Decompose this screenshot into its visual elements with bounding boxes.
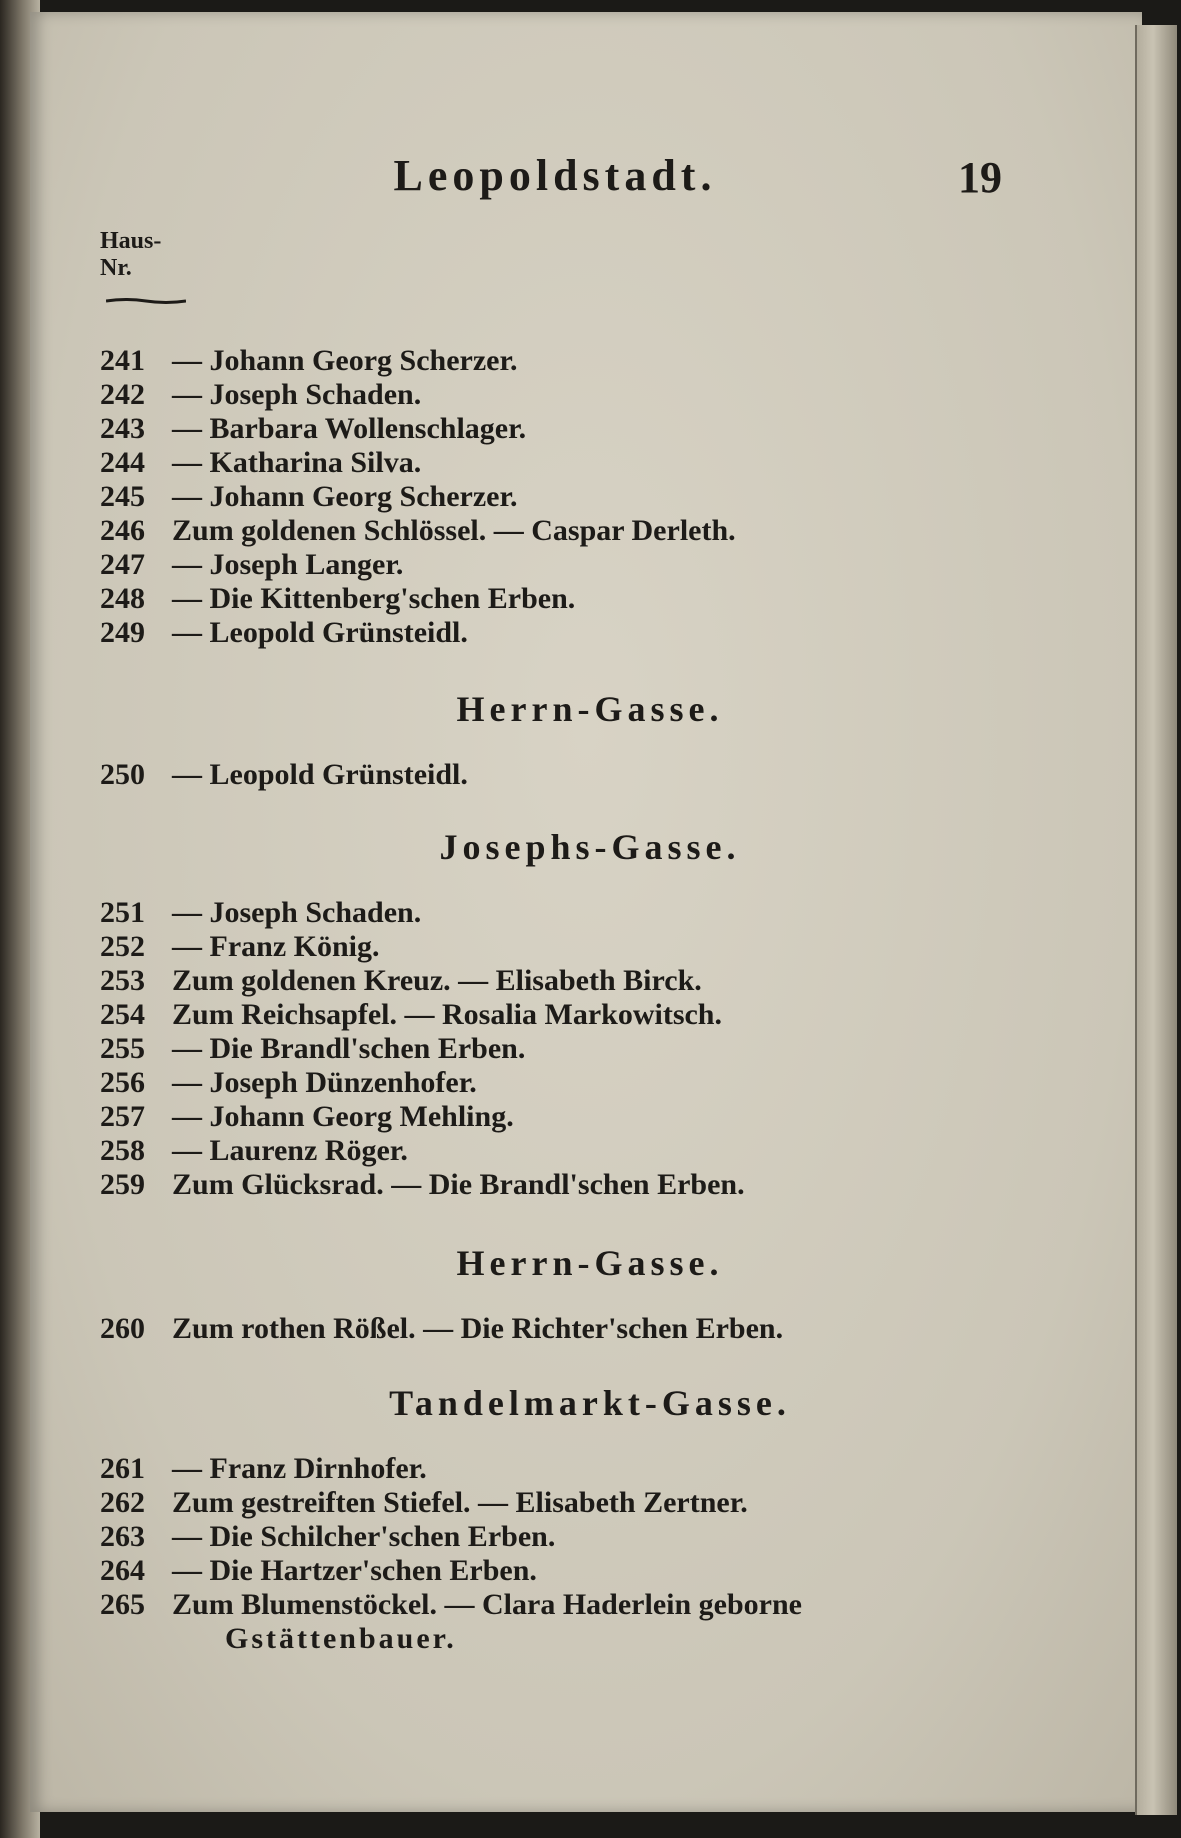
house-number-column-label [100, 228, 161, 282]
entry-262: 262 Zum gestreiften Stiefel. — Elisabeth Zertner. [100, 1486, 748, 1519]
entry-257: 257 — Johann Georg Mehling. [100, 1100, 514, 1133]
ornamental-rule [106, 298, 186, 304]
entry-254: 254 Zum Reichsapfel. — Rosalia Markowitsch. [100, 998, 722, 1031]
entry-241: 241 — Johann Georg Scherzer. [100, 344, 518, 377]
street-heading-herrn-gasse: Herrn-Gasse. [456, 689, 724, 729]
entry-245: 245 — Johann Georg Scherzer. [100, 480, 518, 513]
entry-256: 256 — Joseph Dünzenhofer. [100, 1066, 477, 1099]
entry-247: 247 — Joseph Langer. [100, 548, 404, 581]
entry-260: 260 Zum rothen Rößel. — Die Richter'schen Erben. [100, 1312, 784, 1345]
entry-250: 250 — Leopold Grünsteidl. [100, 758, 468, 791]
entry-263: 263 — Die Schilcher'schen Erben. [100, 1520, 556, 1553]
entry-253: 253 Zum goldenen Kreuz. — Elisabeth Birck. [100, 964, 702, 997]
street-heading-tandelmarkt-gasse: Tandelmarkt-Gasse. [389, 1383, 791, 1423]
entry-261: 261 — Franz Dirnhofer. [100, 1452, 427, 1485]
entry-265: 265 Zum Blumenstöckel. — Clara Haderlein geborne Gstättenbauer. [100, 1588, 802, 1655]
entry-249: 249 — Leopold Grünsteidl. [100, 616, 468, 649]
column-label-line1: Haus- [100, 228, 162, 254]
page-number: 19 [958, 153, 1002, 202]
entry-264: 264 — Die Hartzer'schen Erben. [100, 1554, 537, 1587]
entry-248: 248 — Die Kittenberg'schen Erben. [100, 582, 576, 615]
page-stack-edge [1135, 25, 1177, 1815]
entry-246: 246 Zum goldenen Schlössel. — Caspar Derleth. [100, 514, 736, 547]
street-heading-herrn-gasse-2: Herrn-Gasse. [456, 1243, 724, 1283]
entry-265-continuation: Gstättenbauer. [225, 1622, 457, 1655]
entry-243: 243 — Barbara Wollenschlager. [100, 412, 527, 445]
entry-251: 251 — Joseph Schaden. [100, 896, 422, 929]
entry-255: 255 — Die Brandl'schen Erben. [100, 1032, 526, 1065]
entry-259: 259 Zum Glücksrad. — Die Brandl'schen Erben. [100, 1168, 745, 1201]
entry-252: 252 — Franz König. [100, 930, 380, 963]
column-label-line2: Nr. [100, 255, 132, 281]
entry-258: 258 — Laurenz Röger. [100, 1134, 408, 1167]
entry-242: 242 — Joseph Schaden. [100, 378, 422, 411]
entry-244: 244 — Katharina Silva. [100, 446, 422, 479]
street-heading-josephs-gasse: Josephs-Gasse. [439, 827, 741, 867]
page-running-title: Leopoldstadt. [393, 151, 717, 200]
